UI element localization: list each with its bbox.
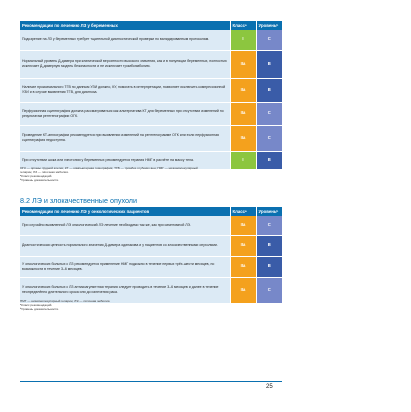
table-row [20, 256, 282, 277]
class-badge: IIa [230, 102, 256, 125]
table-row [20, 102, 282, 125]
level-badge: C [256, 216, 282, 235]
level-badge: C [256, 277, 282, 303]
table-row [20, 235, 282, 256]
footnote-line: ОГК — органы грудной клетки; КТ — компьютерная томография; ТГВ — тромбоз глубоких вен; НМГ — низкомолекулярный [20, 166, 198, 170]
footnote-line: ᵇУровень доказательности. [20, 307, 60, 312]
recommendation-text: Нормальный уровень Д-димера при клинической вероятности высокого значения, как и в популяции беременных, полностью исключает Д-димерную модель безопасности и не исключает тромбоэмболию. [20, 50, 230, 78]
class-badge: IIa [230, 277, 256, 303]
table-header-row [20, 207, 282, 216]
table-row [20, 216, 282, 235]
level-badge: C [256, 125, 282, 151]
table-header-class: Классᵃ [230, 21, 256, 30]
class-badge: IIa [230, 216, 256, 235]
table-footnotes [20, 166, 282, 182]
class-badge: I [230, 30, 256, 50]
level-badge: B [256, 235, 282, 256]
level-badge: B [256, 78, 282, 102]
recommendation-text: У онкологических больных с ЛЗ антикоагулянтная терапия следует проводить в течение 3–6 месяцев и далее в течение неопределённо длительного срока или до излечения рака. [20, 277, 230, 303]
table-header-row [20, 21, 282, 30]
recommendation-text: Перфузионная сцинтиграфия должна рассматриваться как альтернатива КТ для беременных при отсутствии изменений по результатам рентгенографии ОГК. [20, 102, 230, 125]
table-header-text: Рекомендации по лечению ЛЗ у беременных [20, 21, 230, 30]
section-title: 8.2 ЛЭ и злокачественные опухоли [20, 196, 138, 205]
table-header-class: Классᵃ [230, 207, 256, 216]
footnote-line: гепарин; ЛЗ — лёгочная эмболия. [20, 170, 69, 175]
class-badge: IIa [230, 50, 256, 78]
recommendation-text: Проведение КТ-ангиографии рекомендуется при выявлении изменений на рентгенограмме ОГК или если перфузионная сцинтиграфия недоступна. [20, 125, 230, 151]
footnote-line: ᵃКласс рекомендаций. [20, 174, 53, 179]
class-badge: IIa [230, 78, 256, 102]
table-row [20, 78, 282, 102]
footnote-line: ᵃКласс рекомендаций. [20, 303, 53, 308]
table-body [20, 216, 282, 303]
table-header-text: Рекомендации по лечению ЛЭ у онкологических пациентов [20, 207, 230, 216]
class-badge: I [230, 151, 256, 169]
table-row [20, 50, 282, 78]
table-body [20, 30, 282, 169]
table-footnotes [20, 299, 282, 311]
footnote-line: НМГ — низкомолекулярный гепарин; ЛЭ — лёгочная эмболия. [20, 299, 111, 303]
footer-rule [20, 381, 282, 382]
recommendation-text: При отсутствии шока или гипотонии у беременных рекомендуется терапия НМГ в расчёте на массу тела. [20, 151, 230, 169]
table-header-level: Уровеньᵇ [256, 207, 282, 216]
class-badge: IIa [230, 235, 256, 256]
page-number: 25 [266, 384, 273, 390]
recommendations-table-cancer [20, 207, 282, 304]
table-row [20, 125, 282, 151]
level-badge: C [256, 102, 282, 125]
recommendations-table-pregnancy [20, 21, 282, 170]
recommendation-text: Подозрение на ЛЗ у беременных требует тщательной диагностической проверки по валидированным протоколам. [20, 30, 230, 50]
table-header-level: Уровеньᵇ [256, 21, 282, 30]
footnote-line: ᵇУровень доказательности. [20, 178, 60, 183]
level-badge: B [256, 151, 282, 169]
level-badge: B [256, 50, 282, 78]
recommendation-text: Диагностическая ценность нормального значения Д-димера одинакова и у пациентов со злокачественными опухолями. [20, 235, 230, 256]
recommendation-text: У онкологических больных с ЛЗ рекомендуется применение НМГ подкожно в течение первых трёх-шести месяцев, по возможности в течение 3–6 месяцев. [20, 256, 230, 277]
class-badge: IIa [230, 125, 256, 151]
level-badge: C [256, 30, 282, 50]
recommendation-text: Наличие проксимального ТГВ по данным УЗИ должно, КУ, помогать в интерпретации, позволяет исключить компрессионной УЗИ и в случае выявления ТГВ, для диагноза. [20, 78, 230, 102]
level-badge: B [256, 256, 282, 277]
recommendation-text: При случайно выявленной ЛЭ онкологический ЛЭ лечение необходимо так же, как при симптомной ЛЭ. [20, 216, 230, 235]
table-row [20, 30, 282, 50]
class-badge: IIa [230, 256, 256, 277]
